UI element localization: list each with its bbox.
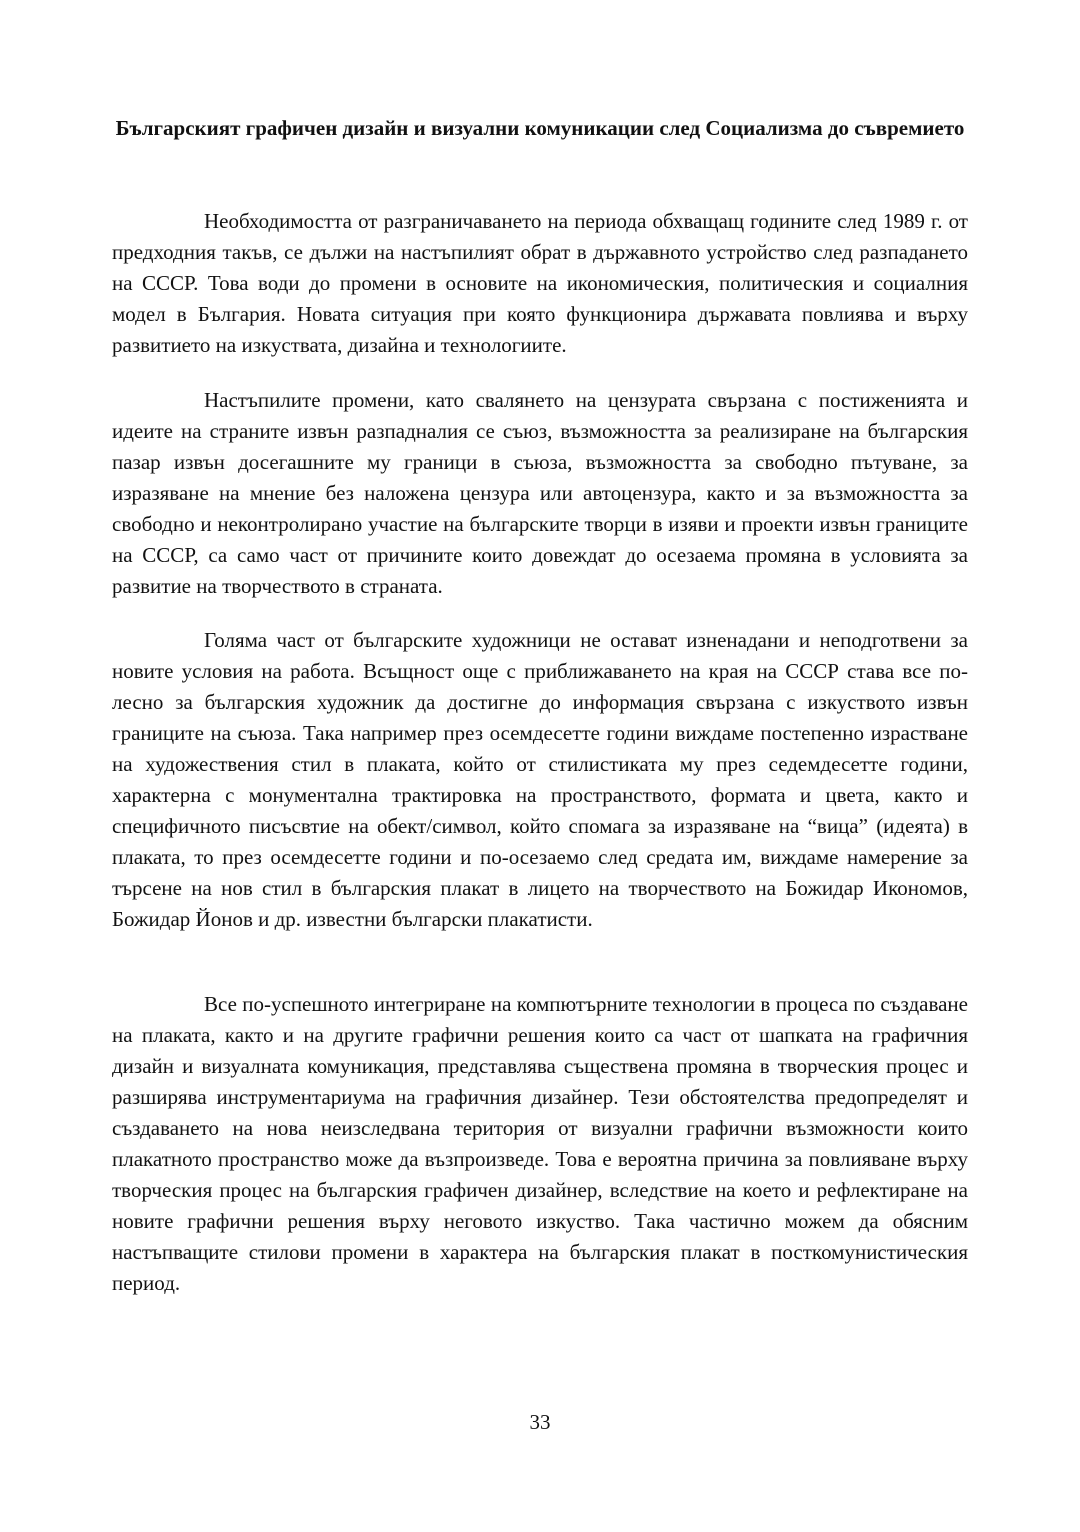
chapter-title: Българският графичен дизайн и визуални комуникации след Социализма до съвремието [115, 116, 965, 140]
body-paragraph-3: Голяма част от българските художници не остават изненадани и неподготвени за новите условия на работа. Всъщност още с приближаването на края на СССР става все по-лесно за българския художник да достигне до информация свързана с изкуството извън границите на съюза. Така например през осемдесетте години виждаме постепенно израстване на художествения стил в плаката, който от стилистиката му през седемдесетте години, характерна с монументална трактировка на пространството, формата и цвета, както и специфичното писъсвтие на обект/символ, който спомага за изразяване на “вица” (идеята) в плаката, то през осемдесетте години и по-осезаемо след средата им, виждаме намерение за търсене на нов стил в българския плакат в лицето на творчеството на Божидар Икономов, Божидар Йонов и др. известни български плакатисти. [112, 628, 968, 931]
page-number: 33 [529, 1410, 551, 1434]
body-paragraph-1: Необходимостта от разграничаването на периода обхващащ годините след 1989 г. от предходния такъв, се дължи на настъпилият обрат в държавното устройство след разпадането на СССР. Това води до промени в основите на икономическия, политическия и социалния модел в България. Новата ситуация при която функционира държавата повлиява и върху развитието на изкуствата, дизайна и технологиите. [112, 209, 968, 357]
body-paragraph-2: Настъпилите промени, като свалянето на цензурата свързана с постиженията и идеите на страните извън разпадналия се съюз, възможността за реализиране на българския пазар извън досегашните му граници в съюза, възможността за свободно пътуване, за изразяване на мнение без наложена цензура или автоцензура, както и за възможността за свободно и неконтролирано участие на българските творци в изяви и проекти извън границите на СССР, са само част от причините които довеждат до осезаема промяна в условията за развитие на творчеството в страната. [112, 388, 968, 598]
body-paragraph-4: Все по-успешното интегриране на компютърните технологии в процеса по създаване на плаката, както и на другите графични решения които са част от шапката на графичния дизайн и визуалната комуникация, представлява съществена промяна в творческия процес и разширява инструментариума на графичния дизайнер. Тези обстоятелства предопределят и създаването на нова неизследвана територия от визуални графични възможности които плакатното пространство може да възпроизведе. Това е вероятна причина за повлияване върху творческия процес на българския графичен дизайнер, вследствие на което и рефлектиране на новите графични решения върху неговото изкуство. Така частично можем да обясним настъпващите стилови промени в характера на българския плакат в посткомунистическия период. [112, 992, 968, 1295]
